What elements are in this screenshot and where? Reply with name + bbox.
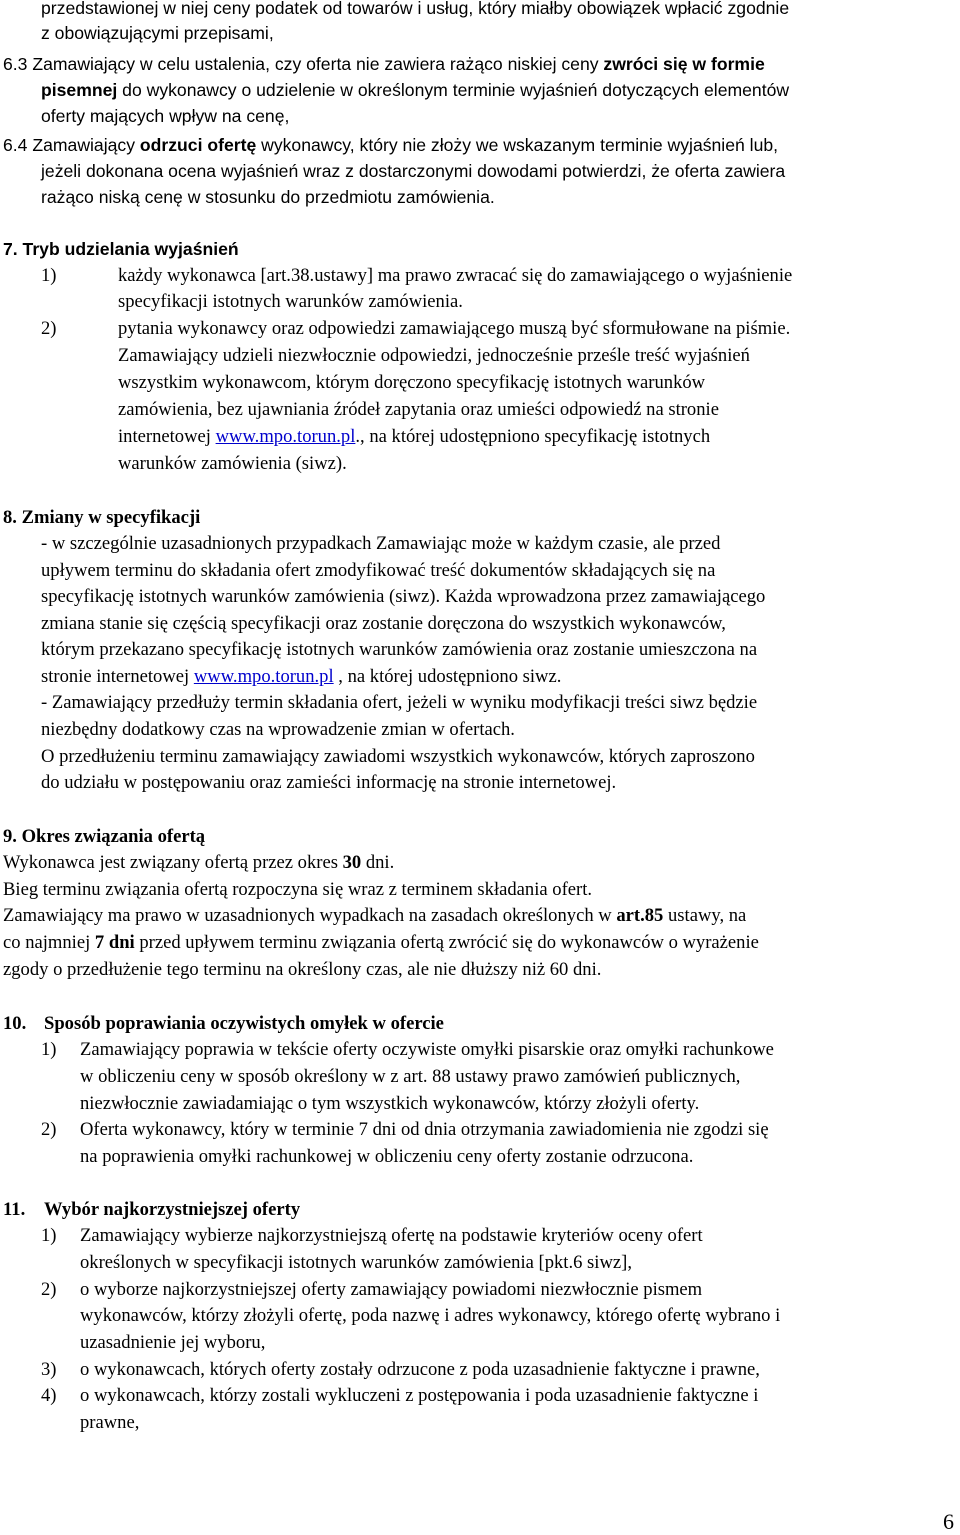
section-8-heading: 8. Zmiany w specyfikacji <box>3 507 201 528</box>
list-item-line: pytania wykonawcy oraz odpowiedzi zamawiającego muszą być sformułowane na piśmie. <box>118 318 791 339</box>
list-number: 2) <box>41 1279 57 1300</box>
list-item-line: określonych w specyfikacji istotnych warunków zamówienia [pkt.6 siwz], <box>80 1252 632 1273</box>
list-item-line: o wyborze najkorzystniejszej oferty zamawiający powiadomi niezwłocznie pismem <box>80 1279 703 1300</box>
text-line: O przedłużeniu terminu zamawiający zawiadomi wszystkich wykonawców, których zaproszono <box>41 746 755 767</box>
list-item-line: na poprawienia omyłki rachunkowej w obliczeniu ceny oferty zostanie odrzucona. <box>80 1146 694 1167</box>
text-line: - w szczególnie uzasadnionych przypadkach Zamawiając może w każdym czasie, ale przed <box>41 533 721 554</box>
text-line: niezbędny dodatkowy czas na wprowadzenie zmian w ofertach. <box>41 719 515 740</box>
text-line: zgody o przedłużenie tego terminu na określony czas, ale nie dłuższy niż 60 dni. <box>3 959 602 980</box>
list-number: 4) <box>41 1385 57 1406</box>
list-number: 1) <box>41 265 57 286</box>
list-item-line: w obliczeniu ceny w sposób określony w z art. 88 ustawy prawo zamówień publicznych, <box>80 1066 741 1087</box>
list-item-line: zamówienia, bez ujawniania źródeł zapytania oraz umieści odpowiedź na stronie <box>118 399 719 420</box>
text-line: stronie internetowej www.mpo.torun.pl , na której udostępniono siwz. <box>41 666 562 687</box>
list-item-line: wszystkim wykonawcom, którym doręczono specyfikację istotnych warunków <box>118 372 706 393</box>
paragraph-6-4-line: jeżeli dokonana ocena wyjaśnień wraz z dostarczonymi dowodami potwierdzi, że oferta zawiera <box>41 161 786 181</box>
list-number: 3) <box>41 1359 57 1380</box>
paragraph-6-4-line: rażąco niską cenę w stosunku do przedmiotu zamówienia. <box>41 187 495 207</box>
text-line: Bieg terminu związania ofertą rozpoczyna się wraz z terminem składania ofert. <box>3 879 593 900</box>
list-number: 1) <box>41 1225 57 1246</box>
text-line: z obowiązującymi przepisami, <box>41 23 274 43</box>
section-11-heading-number: 11. <box>3 1199 26 1220</box>
list-number: 2) <box>41 318 57 339</box>
text-line: Zamawiający ma prawo w uzasadnionych wypadkach na zasadach określonych w art.85 ustawy, na <box>3 905 747 926</box>
section-11-heading: Wybór najkorzystniejszej oferty <box>44 1199 301 1220</box>
text-line: do udziału w postępowaniu oraz zamieści informację na stronie internetowej. <box>41 772 617 793</box>
paragraph-6-4-line: 6.4 Zamawiający odrzuci ofertę wykonawcy, który nie złoży we wskazanym terminie wyjaśnień lub, <box>3 135 779 155</box>
text-line: przedstawionej w niej ceny podatek od towarów i usług, który miałby obowiązek wpłacić zgodnie <box>41 0 790 18</box>
list-item-line: specyfikacji istotnych warunków zamówienia. <box>118 291 463 312</box>
text-line: - Zamawiający przedłuży termin składania ofert, jeżeli w wyniku modyfikacji treści siwz będzie <box>41 692 758 713</box>
text-line: specyfikację istotnych warunków zamówienia (siwz). Każda wprowadzona przez zamawiającego <box>41 586 766 607</box>
section-10-heading-number: 10. <box>3 1013 27 1034</box>
text-line: zmiana stanie się częścią specyfikacji oraz zostanie doręczona do wszystkich wykonawców, <box>41 613 726 634</box>
list-number: 1) <box>41 1039 57 1060</box>
list-item-line: prawne, <box>80 1412 140 1433</box>
list-item-line: o wykonawcach, których oferty zostały odrzucone z poda uzasadnienie faktyczne i prawne, <box>80 1359 760 1380</box>
paragraph-6-3-line: oferty mających wpływ na cenę, <box>41 106 290 126</box>
list-item-line: Zamawiający udzieli niezwłocznie odpowiedzi, jednocześnie prześle treść wyjaśnień <box>118 345 750 366</box>
text-line: co najmniej 7 dni przed upływem terminu związania ofertą zwrócić się do wykonawców o wyrażenie <box>3 932 759 953</box>
paragraph-6-3-line: pisemnej do wykonawcy o udzielenie w określonym terminie wyjaśnień dotyczących elementów <box>41 80 790 100</box>
section-10-heading: Sposób poprawiania oczywistych omyłek w ofercie <box>44 1013 444 1034</box>
list-item-line: Zamawiający wybierze najkorzystniejszą ofertę na podstawie kryteriów oceny ofert <box>80 1225 703 1246</box>
list-number: 2) <box>41 1119 57 1140</box>
paragraph-6-3-line: 6.3 Zamawiający w celu ustalenia, czy oferta nie zawiera rażąco niskiej ceny zwróci się w formie <box>3 54 765 74</box>
list-item-line: uzasadnienie jej wyboru, <box>80 1332 266 1353</box>
list-item-line: Oferta wykonawcy, który w terminie 7 dni od dnia otrzymania zawiadomienia nie zgodzi się <box>80 1119 769 1140</box>
list-item-line: Zamawiający poprawia w tekście oferty oczywiste omyłki pisarskie oraz omyłki rachunkowe <box>80 1039 774 1060</box>
list-item-line: każdy wykonawca [art.38.ustawy] ma prawo zwracać się do zamawiającego o wyjaśnienie <box>118 265 793 286</box>
section-9-heading: 9. Okres związania ofertą <box>3 826 206 847</box>
text-line: upływem terminu do składania ofert zmodyfikować treść dokumentów składających się na <box>41 560 716 581</box>
list-item-line: wykonawców, którzy złożyli ofertę, poda nazwę i adres wykonawcy, którego ofertę wybrano i <box>80 1305 781 1326</box>
website-link[interactable]: www.mpo.torun.pl <box>193 666 334 687</box>
text-line: którym przekazano specyfikację istotnych warunków zamówienia oraz zostanie umieszczona na <box>41 639 758 660</box>
text-line: Wykonawca jest związany ofertą przez okres 30 dni. <box>3 852 395 873</box>
list-item-line: internetowej www.mpo.torun.pl., na której udostępniono specyfikację istotnych <box>118 426 711 447</box>
page-number: 6 <box>943 1509 954 1534</box>
website-link[interactable]: www.mpo.torun.pl <box>215 426 356 447</box>
list-item-line: niezwłocznie zawiadamiając o tym wszystkich wykonawców, którzy złożyli oferty. <box>80 1093 700 1114</box>
section-7-heading: 7. Tryb udzielania wyjaśnień <box>3 239 239 259</box>
list-item-line: warunków zamówienia (siwz). <box>118 453 347 474</box>
list-item-line: o wykonawcach, którzy zostali wykluczeni z postępowania i poda uzasadnienie faktyczne i <box>80 1385 759 1406</box>
